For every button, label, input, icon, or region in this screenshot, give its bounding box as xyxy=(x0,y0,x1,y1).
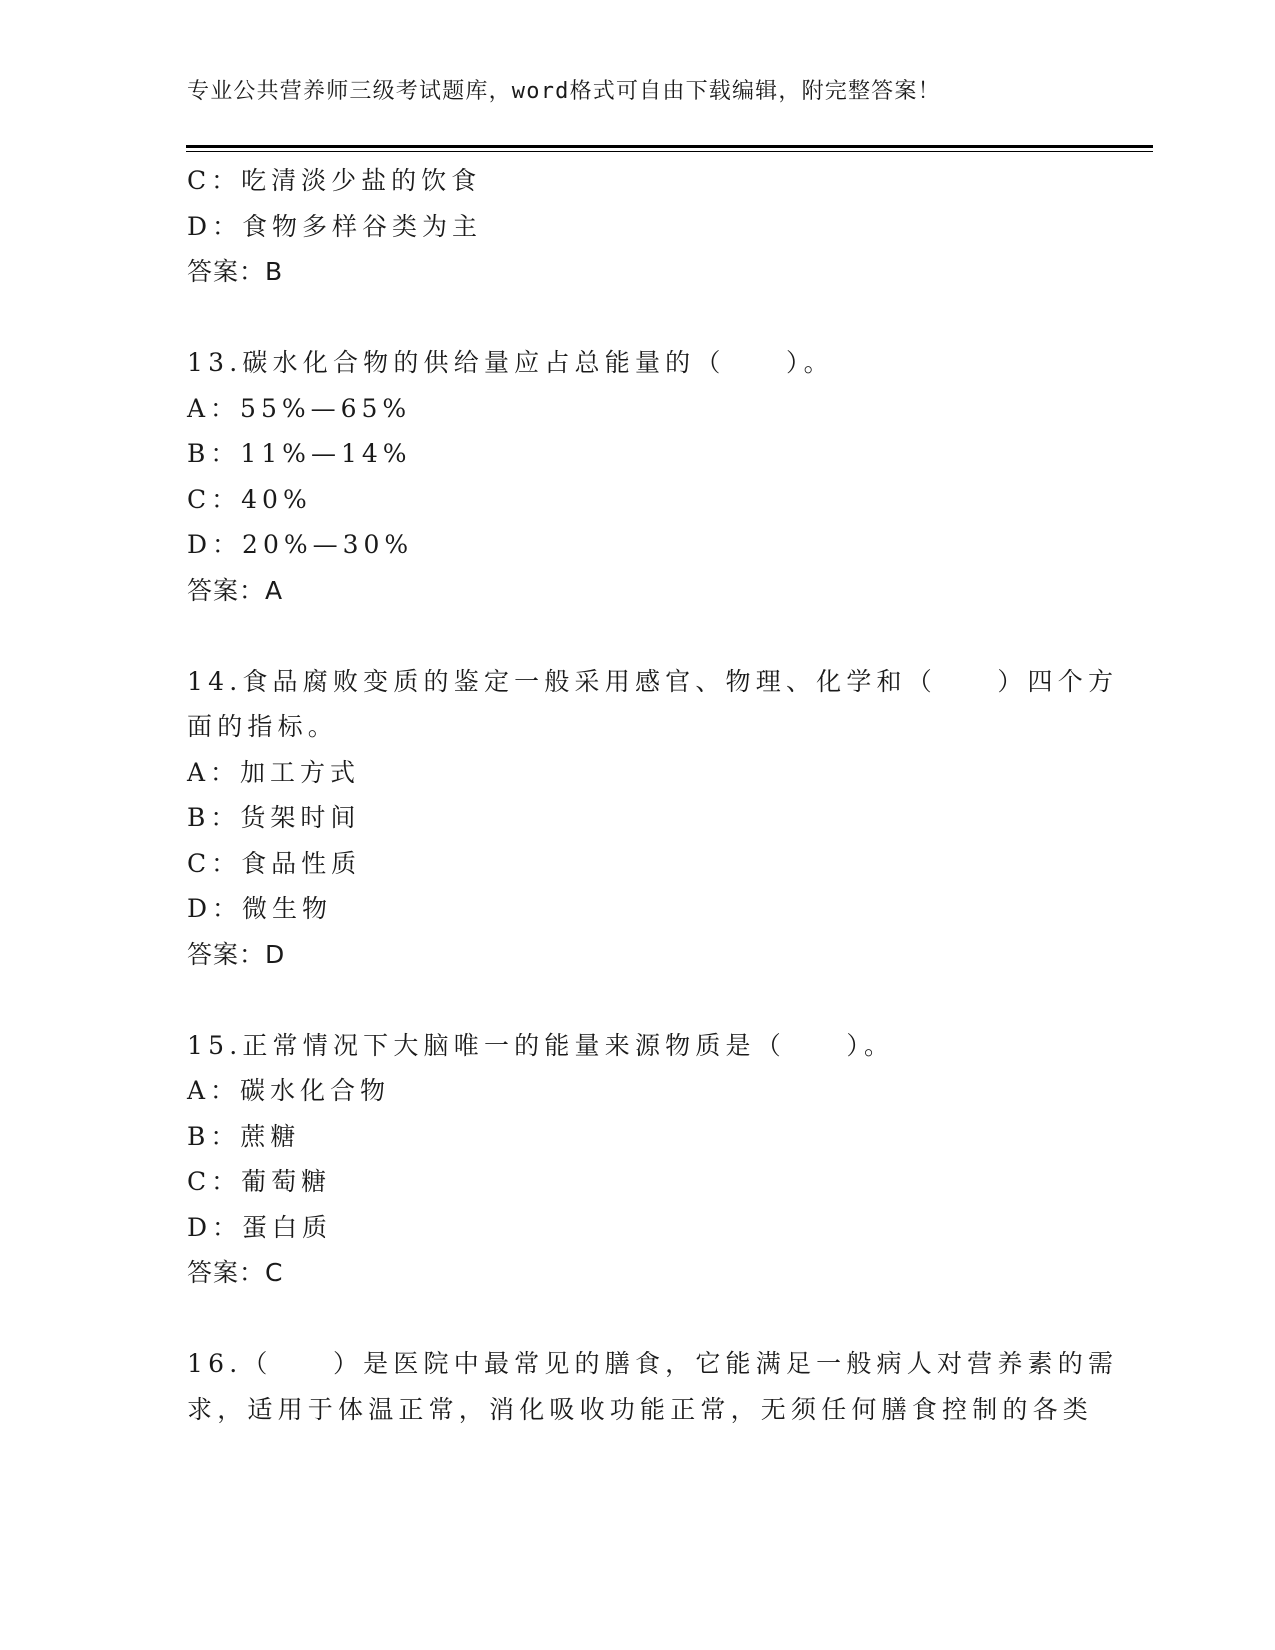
option-a: A：加工方式 xyxy=(187,757,361,787)
answer-line: 答案：A xyxy=(187,575,284,605)
question-text: 13.碳水化合物的供给量应占总能量的（ ）。 xyxy=(187,348,834,377)
option-c: C：吃清淡少盐的饮食 xyxy=(187,166,482,195)
option-b: B：货架时间 xyxy=(187,803,361,832)
option-b: B：蔗糖 xyxy=(187,1121,301,1151)
question-block-12 xyxy=(187,158,1087,295)
header-rule-thick xyxy=(186,145,1153,148)
option-c: C：葡萄糖 xyxy=(187,1167,332,1196)
answer-line: 答案：C xyxy=(187,1258,284,1287)
question-text: 14.食品腐败变质的鉴定一般采用感官、物理、化学和（ ）四个方 xyxy=(187,666,1119,696)
question-block-13 xyxy=(187,340,1087,613)
question-text-continued: 面的指标。 xyxy=(187,712,339,741)
option-d: D：20%—30% xyxy=(187,530,414,559)
question-block-14 xyxy=(187,659,1119,978)
answer-line: 答案：B xyxy=(187,257,284,286)
option-a: A：55%—65% xyxy=(187,393,412,423)
spacer xyxy=(187,977,1087,1023)
option-b: B：11%—14% xyxy=(187,439,412,468)
option-c: C：食品性质 xyxy=(187,848,362,878)
option-d: D：食物多样谷类为主 xyxy=(187,211,483,241)
question-block-15 xyxy=(187,1023,1087,1296)
spacer xyxy=(187,1296,1087,1342)
question-text: 15.正常情况下大脑唯一的能量来源物质是（ ）。 xyxy=(187,1030,895,1060)
document-header: 专业公共营养师三级考试题库，word格式可自由下载编辑，附完整答案！ xyxy=(187,79,941,104)
option-d: D：蛋白质 xyxy=(187,1212,333,1242)
option-d: D：微生物 xyxy=(187,894,333,923)
question-text-continued: 求，适用于体温正常，消化吸收功能正常，无须任何膳食控制的各类 xyxy=(187,1394,1094,1424)
document-body xyxy=(187,158,1119,1432)
question-block-16 xyxy=(187,1341,1119,1432)
spacer xyxy=(187,295,1087,341)
spacer xyxy=(187,613,1087,659)
question-text: 16.（ ）是医院中最常见的膳食，它能满足一般病人对营养素的需 xyxy=(187,1349,1119,1378)
option-a: A：碳水化合物 xyxy=(187,1076,391,1105)
answer-line: 答案：D xyxy=(187,939,286,969)
header-rule-thin xyxy=(186,151,1153,152)
option-c: C：40% xyxy=(187,484,312,514)
